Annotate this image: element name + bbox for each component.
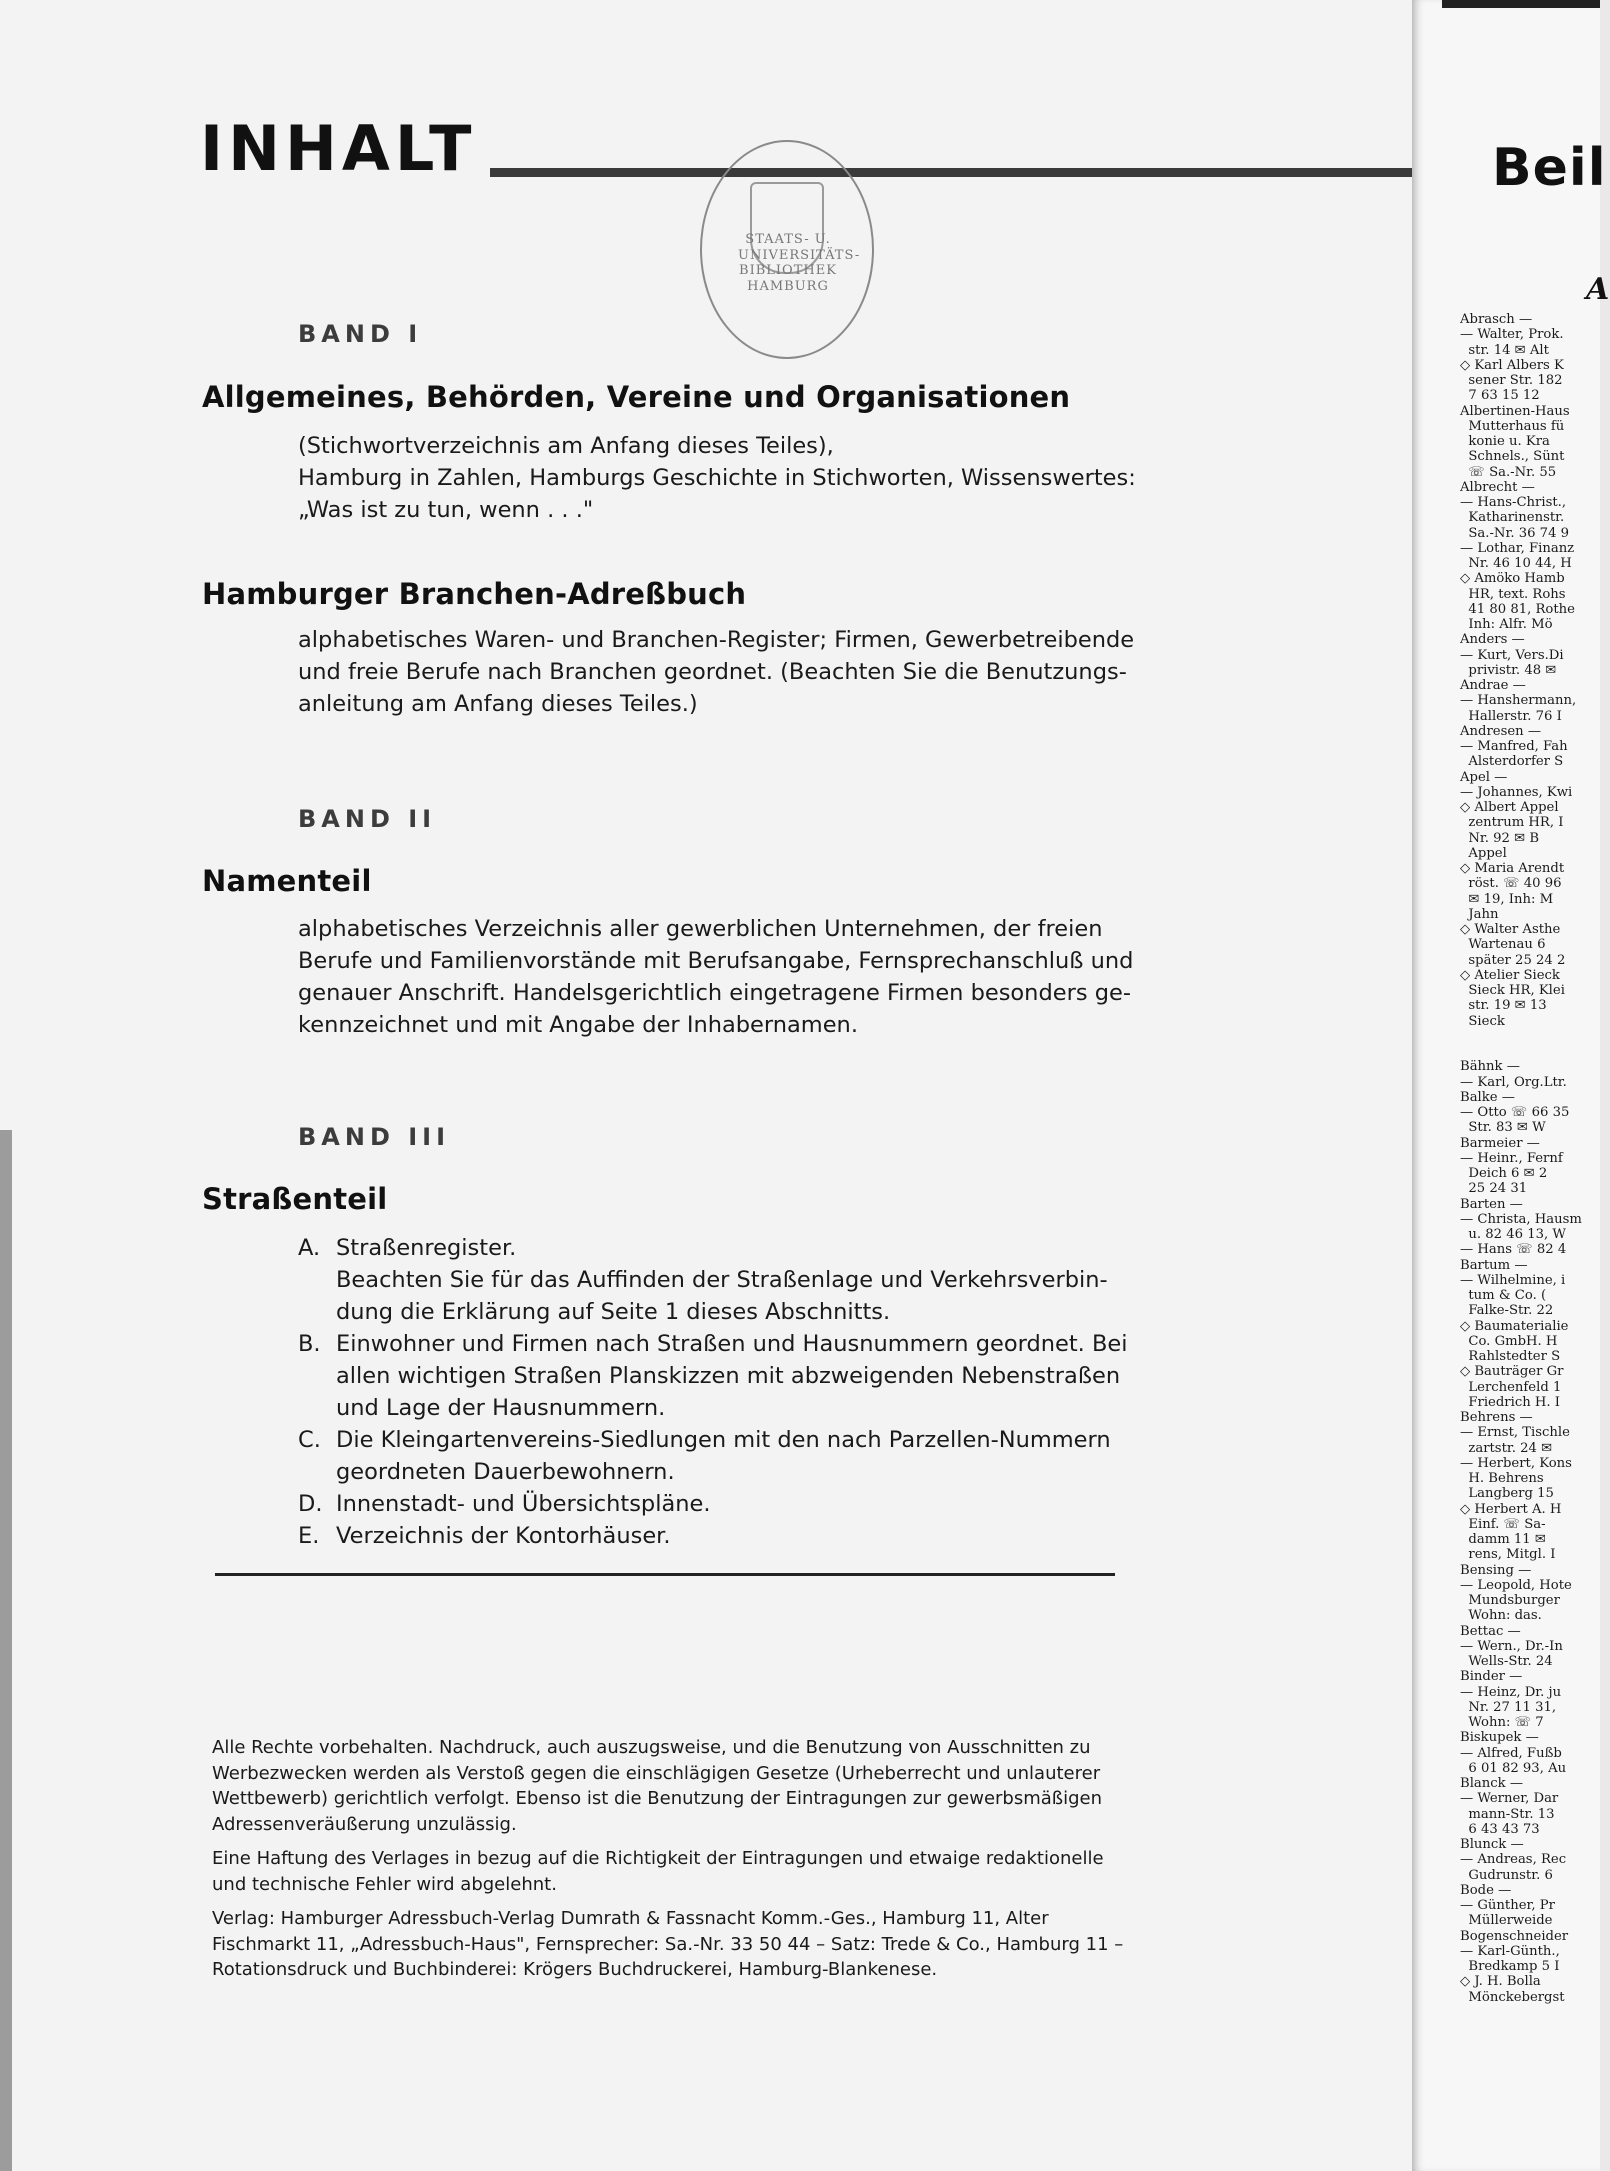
adjacent-entry-line: Nr. 27 11 31, [1460, 1699, 1557, 1715]
adjacent-entry-line: Bode — [1460, 1882, 1512, 1898]
adjacent-entry-line: 41 80 81, Rothe [1460, 601, 1575, 617]
adjacent-entry-line: Barmeier — [1460, 1135, 1540, 1151]
adjacent-entry-line: Wohn: ☏ 7 [1460, 1715, 1544, 1730]
band-3-label: BAND III [298, 1123, 451, 1151]
adjacent-entry-line: ◇ Herbert A. H [1460, 1501, 1562, 1517]
adjacent-entry-line: Hallerstr. 76 I [1460, 708, 1562, 724]
library-stamp [700, 140, 874, 359]
adjacent-entry-line: sener Str. 182 [1460, 373, 1563, 388]
adjacent-entry-line: — Heinr., Fernf [1460, 1150, 1563, 1166]
adjacent-entry-line: zartstr. 24 ✉ [1460, 1440, 1553, 1456]
adjacent-entry-line: ◇ Amöko Hamb [1460, 571, 1565, 587]
adjacent-entry-line: — Wilhelmine, i [1460, 1272, 1566, 1288]
adjacent-page-section-letter: A [1586, 272, 1610, 307]
band-1-heading-branchen: Hamburger Branchen-Adreßbuch [202, 577, 747, 611]
adjacent-entry-line: — Herbert, Kons [1460, 1455, 1572, 1471]
adjacent-entry-line: ◇ Atelier Sieck [1460, 967, 1560, 983]
adjacent-entry-line: — Lothar, Finanz [1460, 540, 1575, 556]
adjacent-entry-line: ✉ 19, Inh: M [1460, 891, 1554, 907]
band-3-heading: Straßenteil [202, 1182, 388, 1216]
adjacent-entry-line: Andresen — [1460, 723, 1542, 739]
adjacent-entry-line: Andrae — [1460, 678, 1526, 693]
adjacent-entry-line: str. 14 ✉ Alt [1460, 342, 1549, 358]
adjacent-entry-line: — Walter, Prok. [1460, 327, 1564, 343]
adjacent-entry-line: — Hans-Christ., [1460, 495, 1567, 510]
list-item [298, 1328, 1128, 1424]
adjacent-entry-line: konie u. Kra [1460, 434, 1550, 449]
adjacent-entry-line: Str. 83 ✉ W [1460, 1120, 1546, 1136]
description-line: „Was ist zu tun, wenn . . ." [298, 497, 594, 523]
list-item-line: Beachten Sie für das Auffinden der Straßenlage und Verkehrsverbin- [336, 1267, 1108, 1293]
adjacent-entry-line: — Werner, Dar [1460, 1791, 1559, 1807]
band-1-general-description [298, 430, 1136, 526]
adjacent-entry-line: Sieck HR, Klei [1460, 983, 1565, 998]
adjacent-entry-line: ◇ Maria Arendt [1460, 861, 1565, 876]
adjacent-entry-line: 6 01 82 93, Au [1460, 1760, 1567, 1776]
adjacent-entry-line: ◇ Bauträger Gr [1460, 1364, 1564, 1380]
adjacent-entry-line: Gudrunstr. 6 [1460, 1867, 1553, 1883]
legal-line: und technische Fehler wird abgelehnt. [212, 1873, 557, 1895]
description-line: alphabetisches Waren- und Branchen-Register; Firmen, Gewerbetreibende [298, 627, 1135, 653]
adjacent-entry-line: — Karl-Günth., [1460, 1943, 1560, 1959]
description-line: anleitung am Anfang dieses Teiles.) [298, 691, 698, 717]
adjacent-entry-line: Falke-Str. 22 [1460, 1303, 1554, 1319]
band-1-label: BAND I [298, 320, 423, 348]
band-3-item-list [298, 1232, 1128, 1552]
adjacent-entry-line: — Johannes, Kwi [1460, 784, 1573, 800]
band-1-heading-general: Allgemeines, Behörden, Vereine und Organisationen [202, 380, 1071, 414]
list-item [298, 1488, 1128, 1520]
adjacent-entry-line: später 25 24 2 [1460, 952, 1566, 968]
adjacent-entry-line: Bartum — [1460, 1257, 1528, 1273]
adjacent-entry-line: Müllerweide [1460, 1913, 1553, 1929]
legal-notice [212, 1735, 1124, 1992]
adjacent-entry-line: Einf. ☏ Sa- [1460, 1516, 1546, 1532]
adjacent-entry-line: Schnels., Sünt [1460, 449, 1565, 465]
list-item-line: allen wichtigen Straßen Planskizzen mit abzweigenden Nebenstraßen [336, 1363, 1121, 1389]
adjacent-entry-line: Jahn [1460, 906, 1499, 922]
band-2-heading: Namenteil [202, 864, 372, 898]
adjacent-entry-line: Barten — [1460, 1196, 1523, 1212]
list-item-letter: E. [298, 1523, 320, 1549]
adjacent-entry-line: Blunck — [1460, 1837, 1524, 1852]
list-item-line: Straßenregister. [336, 1235, 517, 1261]
list-item [298, 1520, 1128, 1552]
description-line: und freie Berufe nach Branchen geordnet. (Beachten Sie die Benutzungs- [298, 659, 1127, 685]
adjacent-entry-line: Albertinen-Haus [1460, 403, 1570, 419]
adjacent-entry-line: — Ernst, Tischle [1460, 1425, 1570, 1441]
adjacent-entry-line: Bettac — [1460, 1623, 1521, 1639]
adjacent-entry-line: — Heinz, Dr. ju [1460, 1684, 1562, 1700]
description-line: genauer Anschrift. Handelsgerichtlich eingetragene Firmen besonders ge- [298, 980, 1131, 1006]
adjacent-entry-line: Biskupek — [1460, 1730, 1539, 1746]
description-line: alphabetisches Verzeichnis aller gewerblichen Unternehmen, der freien [298, 916, 1103, 942]
legal-line: Alle Rechte vorbehalten. Nachdruck, auch auszugsweise, und die Benutzung von Ausschnitten zu [212, 1737, 1091, 1758]
adjacent-entry-line: str. 19 ✉ 13 [1460, 998, 1547, 1014]
adjacent-entry-line: — Wern., Dr.-In [1460, 1638, 1563, 1654]
stamp-text: STAATS- U. UNIVERSITÄTS-BIBLIOTHEK HAMBURG [738, 232, 861, 294]
legal-paragraph-publisher [212, 1906, 1124, 1983]
adjacent-entry-line: Balke — [1460, 1089, 1515, 1105]
list-item-letter: C. [298, 1427, 321, 1453]
adjacent-entry-line: — Andreas, Rec [1460, 1852, 1567, 1868]
adjacent-entry-line: Nr. 92 ✉ B [1460, 830, 1540, 846]
legal-line: Verlag: Hamburger Adressbuch-Verlag Dumrath & Fassnacht Komm.-Ges., Hamburg 11, Alter [212, 1908, 1049, 1929]
adjacent-entry-line: — Hans ☏ 82 4 [1460, 1242, 1567, 1258]
list-item [298, 1232, 1128, 1328]
adjacent-entry-line: Bähnk — [1460, 1059, 1520, 1075]
adjacent-entry-line [1460, 1029, 1610, 1044]
adjacent-page-entries [1460, 312, 1610, 2005]
adjacent-entry-line: Appel [1460, 845, 1507, 861]
adjacent-entry-line: Lerchenfeld 1 [1460, 1379, 1562, 1395]
legal-line: Wettbewerb) gerichtlich verfolgt. Ebenso ist die Benutzung der Eintragungen zur gewerbsmäßigen [212, 1788, 1103, 1809]
adjacent-entry-line: — Karl, Org.Ltr. [1460, 1074, 1567, 1090]
adjacent-entry-line: Binder — [1460, 1669, 1523, 1685]
adjacent-entry-line: — Otto ☏ 66 35 [1460, 1105, 1570, 1120]
adjacent-entry-line: Friedrich H. I [1460, 1394, 1560, 1410]
adjacent-entry-line: privistr. 48 ✉ [1460, 662, 1557, 678]
adjacent-entry-line: rens, Mitgl. I [1460, 1547, 1556, 1563]
list-item-line: und Lage der Hausnummern. [336, 1395, 666, 1421]
list-item-line: Die Kleingartenvereins-Siedlungen mit den nach Parzellen-Nummern [336, 1427, 1111, 1453]
adjacent-entry-line: u. 82 46 13, W [1460, 1227, 1566, 1242]
list-item-line: geordneten Dauerbewohnern. [336, 1459, 675, 1485]
adjacent-entry-line: Anders — [1460, 632, 1525, 648]
adjacent-entry-line: Nr. 46 10 44, H [1460, 556, 1572, 571]
adjacent-page-edge [1442, 0, 1600, 8]
adjacent-entry-line: 6 43 43 73 [1460, 1821, 1540, 1837]
adjacent-entry-line: — Günther, Pr [1460, 1898, 1555, 1913]
adjacent-entry-line: Alsterdorfer S [1460, 754, 1564, 770]
adjacent-entry-line: Bredkamp 5 I [1460, 1959, 1560, 1974]
adjacent-entry-line: Deich 6 ✉ 2 [1460, 1166, 1548, 1181]
adjacent-entry-line: H. Behrens [1460, 1471, 1544, 1486]
adjacent-entry-line: — Leopold, Hote [1460, 1577, 1572, 1593]
list-item-letter: A. [298, 1235, 321, 1261]
legal-line: Adressenveräußerung unzulässig. [212, 1813, 517, 1835]
adjacent-entry-line: Rahlstedter S [1460, 1349, 1561, 1364]
adjacent-entry-line: zentrum HR, I [1460, 815, 1564, 831]
adjacent-entry-line: — Manfred, Fah [1460, 739, 1568, 754]
adjacent-entry-line: Bogenschneider [1460, 1928, 1569, 1944]
description-line: Hamburg in Zahlen, Hamburgs Geschichte in Stichworten, Wissenswertes: [298, 465, 1136, 491]
adjacent-page-title: Beil [1492, 138, 1607, 198]
adjacent-entry-line: Albrecht — [1460, 479, 1535, 495]
adjacent-entry-line: Wohn: das. [1460, 1608, 1542, 1624]
adjacent-entry-line: damm 11 ✉ [1460, 1532, 1546, 1547]
legal-paragraph-liability [212, 1846, 1112, 1897]
adjacent-entry-line: Co. GmbH. H [1460, 1333, 1558, 1349]
adjacent-entry-line: Mutterhaus fü [1460, 418, 1565, 434]
adjacent-entry-line: ◇ J. H. Bolla [1460, 1974, 1541, 1990]
adjacent-entry-line [1460, 1044, 1610, 1059]
adjacent-entry-line: Mönckebergst [1460, 1989, 1565, 2005]
list-item-line: Einwohner und Firmen nach Straßen und Hausnummern geordnet. Bei [336, 1331, 1128, 1357]
band-2-label: BAND II [298, 805, 437, 833]
page-title: INHALT [200, 112, 477, 185]
adjacent-entry-line: ◇ Walter Asthe [1460, 922, 1561, 937]
adjacent-entry-line: HR, text. Rohs [1460, 586, 1566, 602]
adjacent-entry-line: Apel — [1460, 769, 1508, 785]
list-item-line: Innenstadt- und Übersichtspläne. [336, 1491, 711, 1517]
section-divider [215, 1573, 1115, 1576]
adjacent-entry-line: Wartenau 6 [1460, 937, 1546, 953]
page-edge-shadow [0, 1130, 12, 2171]
adjacent-entry-line: Sieck [1460, 1013, 1505, 1029]
description-line: kennzeichnet und mit Angabe der Inhabernamen. [298, 1012, 858, 1038]
adjacent-entry-line: ◇ Karl Albers K [1460, 357, 1564, 373]
adjacent-entry-line: ◇ Albert Appel [1460, 800, 1559, 815]
list-item-letter: B. [298, 1331, 321, 1357]
adjacent-entry-line: Mundsburger [1460, 1593, 1560, 1608]
list-item [298, 1424, 1128, 1488]
adjacent-page [1412, 0, 1610, 2171]
adjacent-entry-line: Langberg 15 [1460, 1486, 1554, 1502]
adjacent-entry-line: Sa.-Nr. 36 74 9 [1460, 525, 1570, 541]
band-1-branchen-description [298, 624, 1135, 720]
legal-paragraph-rights [212, 1735, 1112, 1837]
list-item-line: Verzeichnis der Kontorhäuser. [336, 1523, 671, 1549]
adjacent-entry-line: — Christa, Hausm [1460, 1211, 1582, 1227]
adjacent-entry-line: Bensing — [1460, 1562, 1532, 1578]
legal-line: Eine Haftung des Verlages in bezug auf die Richtigkeit der Eintragungen und etwaige redaktionelle [212, 1848, 1104, 1869]
list-item-line: dung die Erklärung auf Seite 1 dieses Abschnitts. [336, 1299, 891, 1325]
adjacent-entry-line: 25 24 31 [1460, 1181, 1528, 1197]
adjacent-entry-line: ◇ Baumaterialie [1460, 1318, 1569, 1334]
adjacent-entry-line: 7 63 15 12 [1460, 388, 1540, 404]
adjacent-entry-line: — Alfred, Fußb [1460, 1745, 1562, 1761]
legal-line: Fischmarkt 11, „Adressbuch-Haus", Fernsprecher: Sa.-Nr. 33 50 44 – Satz: Trede & Co., Hamburg 11 – [212, 1933, 1124, 1955]
adjacent-entry-line: ☏ Sa.-Nr. 55 [1460, 464, 1557, 480]
adjacent-entry-line: Katharinenstr. [1460, 510, 1565, 526]
title-rule [490, 168, 1412, 177]
adjacent-entry-line: mann-Str. 13 [1460, 1806, 1555, 1822]
description-line: (Stichwortverzeichnis am Anfang dieses Teiles), [298, 433, 834, 459]
description-line: Berufe und Familienvorstände mit Berufsangabe, Fernsprechanschluß und [298, 948, 1134, 974]
legal-line: Rotationsdruck und Buchbinderei: Krögers Buchdruckerei, Hamburg-Blankenese. [212, 1959, 938, 1980]
adjacent-entry-line: Inh: Alfr. Mö [1460, 617, 1553, 632]
adjacent-entry-line: Behrens — [1460, 1410, 1533, 1425]
adjacent-entry-line: Abrasch — [1460, 312, 1533, 327]
adjacent-entry-line: röst. ☏ 40 96 [1460, 876, 1562, 892]
adjacent-entry-line: tum & Co. ( [1460, 1288, 1547, 1303]
adjacent-entry-line: Wells-Str. 24 [1460, 1654, 1553, 1669]
list-item-letter: D. [298, 1491, 323, 1517]
adjacent-entry-line: Blanck — [1460, 1776, 1524, 1791]
legal-line: Werbezwecken werden als Verstoß gegen die einschlägigen Gesetze (Urheberrecht und unlauterer [212, 1762, 1101, 1784]
adjacent-entry-line: — Hanshermann, [1460, 693, 1577, 709]
band-2-description [298, 913, 1134, 1041]
adjacent-entry-line: — Kurt, Vers.Di [1460, 647, 1564, 663]
